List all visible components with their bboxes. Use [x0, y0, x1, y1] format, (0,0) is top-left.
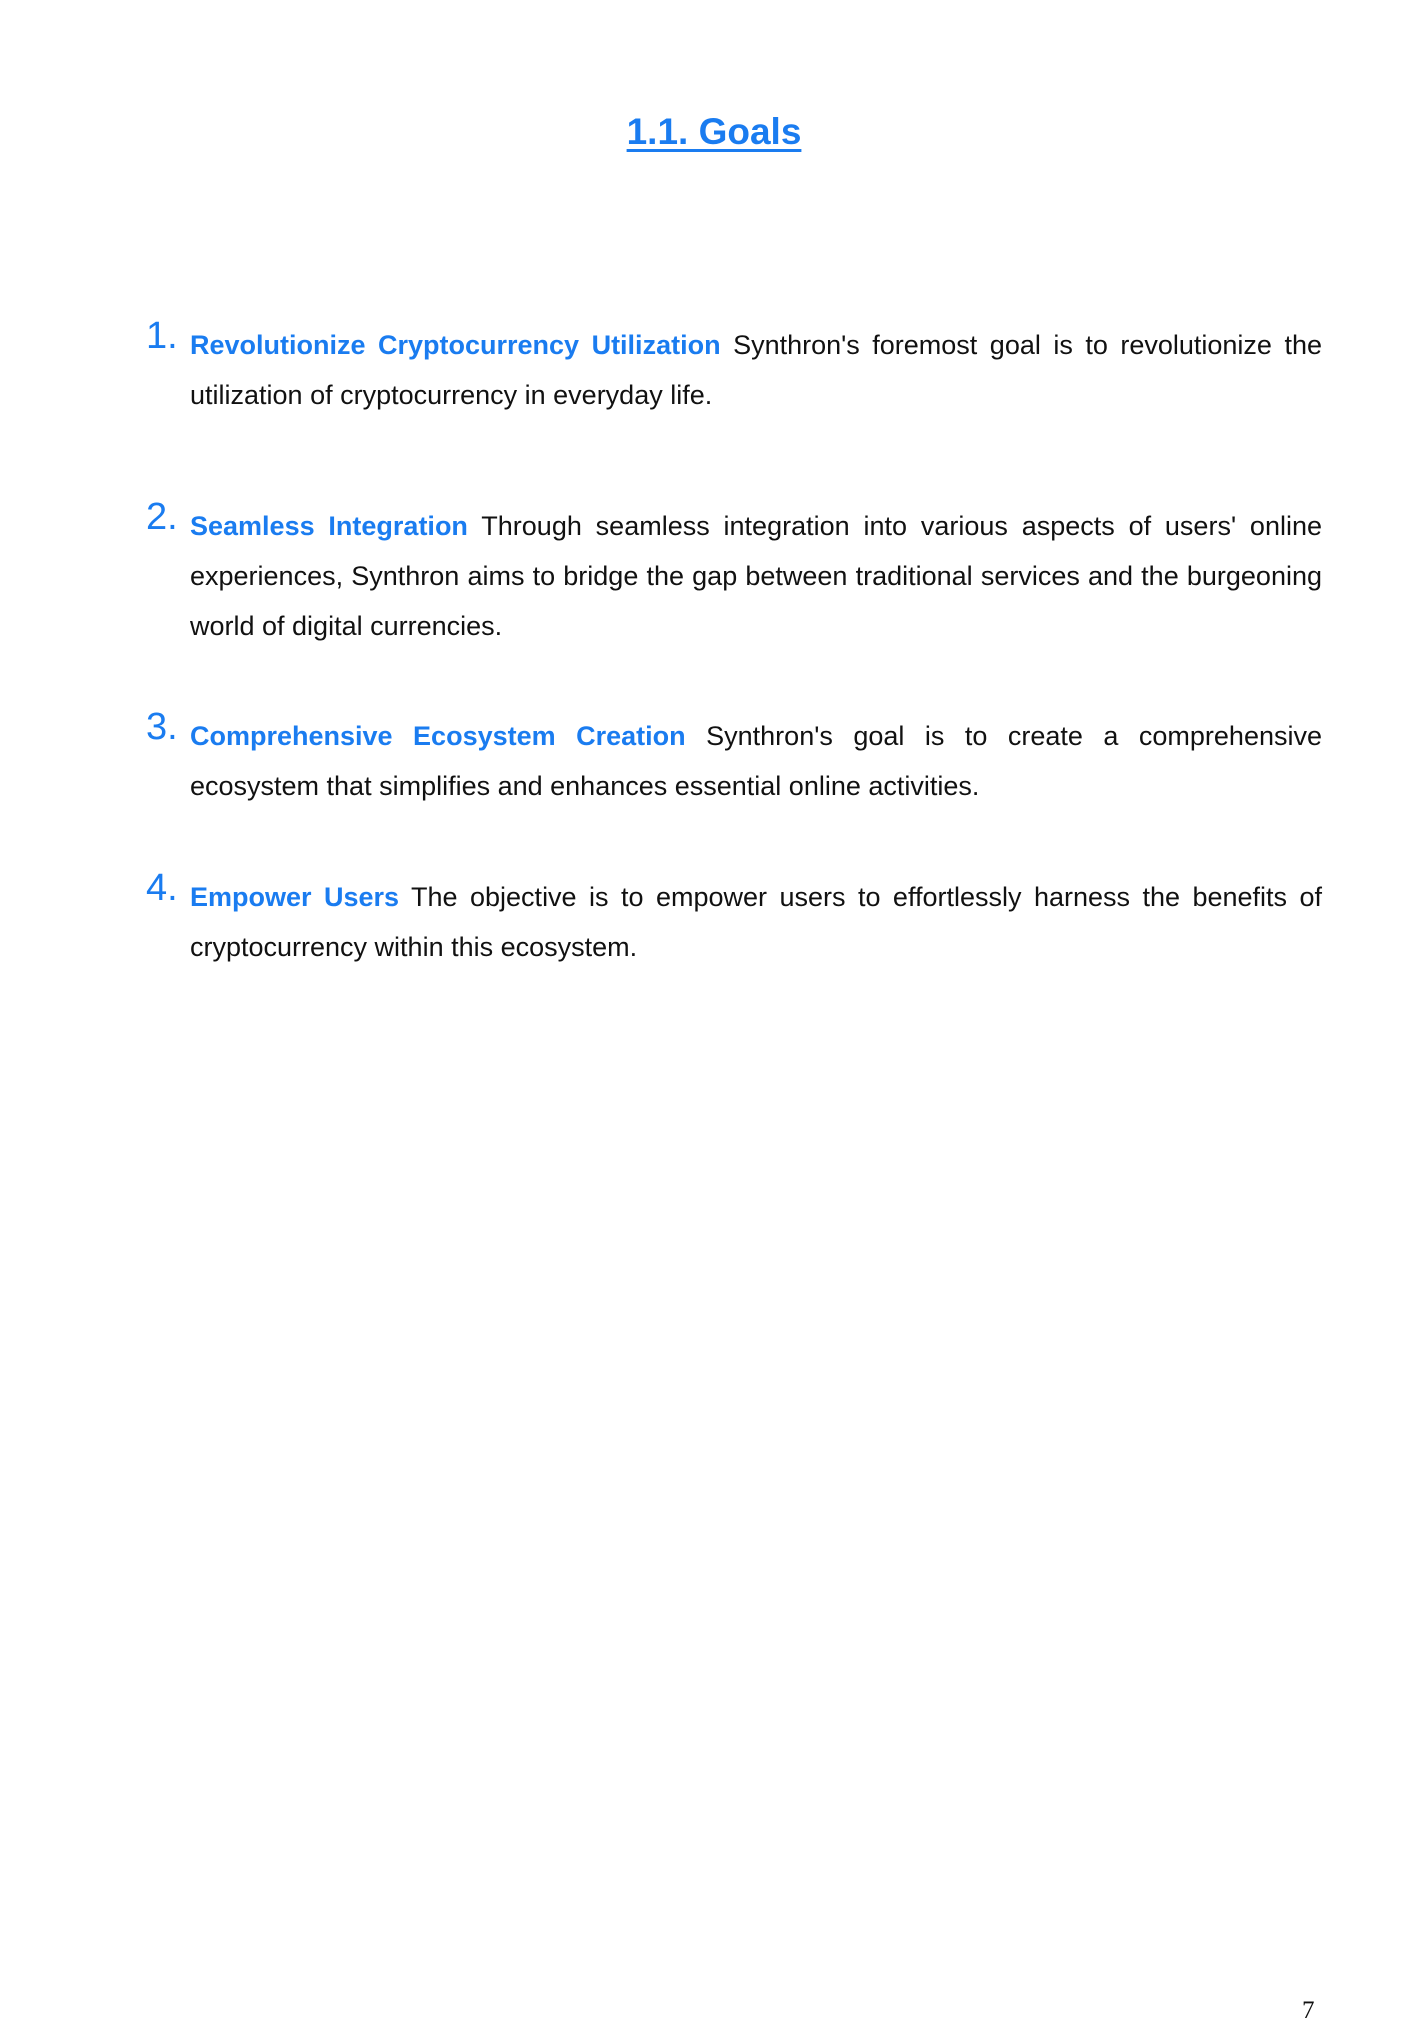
goal-heading: Seamless Integration — [190, 511, 468, 541]
goal-number: 3. — [146, 706, 178, 748]
goal-item-4 — [146, 867, 1323, 972]
goal-text: Through seamless integration into various aspects of users' online experiences, Synthron aims to bridge the gap between traditional services and the burgeoning world of digital currencies. — [190, 511, 1322, 641]
goal-body — [190, 320, 1322, 420]
goal-item-1 — [146, 315, 1322, 420]
goal-heading: Empower Users — [190, 882, 400, 912]
goal-body — [190, 711, 1322, 811]
page-title: 1.1. Goals — [626, 111, 802, 152]
goal-text: Synthron's foremost goal is to revolutionize the utilization of cryptocurrency in everyday life. — [190, 330, 1322, 410]
goal-heading: Revolutionize Cryptocurrency Utilization — [190, 330, 721, 360]
goal-number: 4. — [146, 867, 178, 909]
goal-text: Synthron's goal is to create a comprehensive ecosystem that simplifies and enhances essential online activities. — [190, 721, 1322, 801]
goal-text: The objective is to empower users to effortlessly harness the benefits of cryptocurrency within this ecosystem. — [190, 882, 1323, 962]
goal-body — [190, 872, 1322, 972]
goal-item-2 — [146, 496, 1322, 651]
goal-item-3 — [146, 706, 1322, 811]
goal-number: 2. — [146, 496, 178, 538]
goal-body — [190, 501, 1322, 651]
goal-number: 1. — [146, 315, 178, 357]
goal-heading: Comprehensive Ecosystem Creation — [190, 721, 686, 751]
page-number: 7 — [1302, 1997, 1315, 2024]
